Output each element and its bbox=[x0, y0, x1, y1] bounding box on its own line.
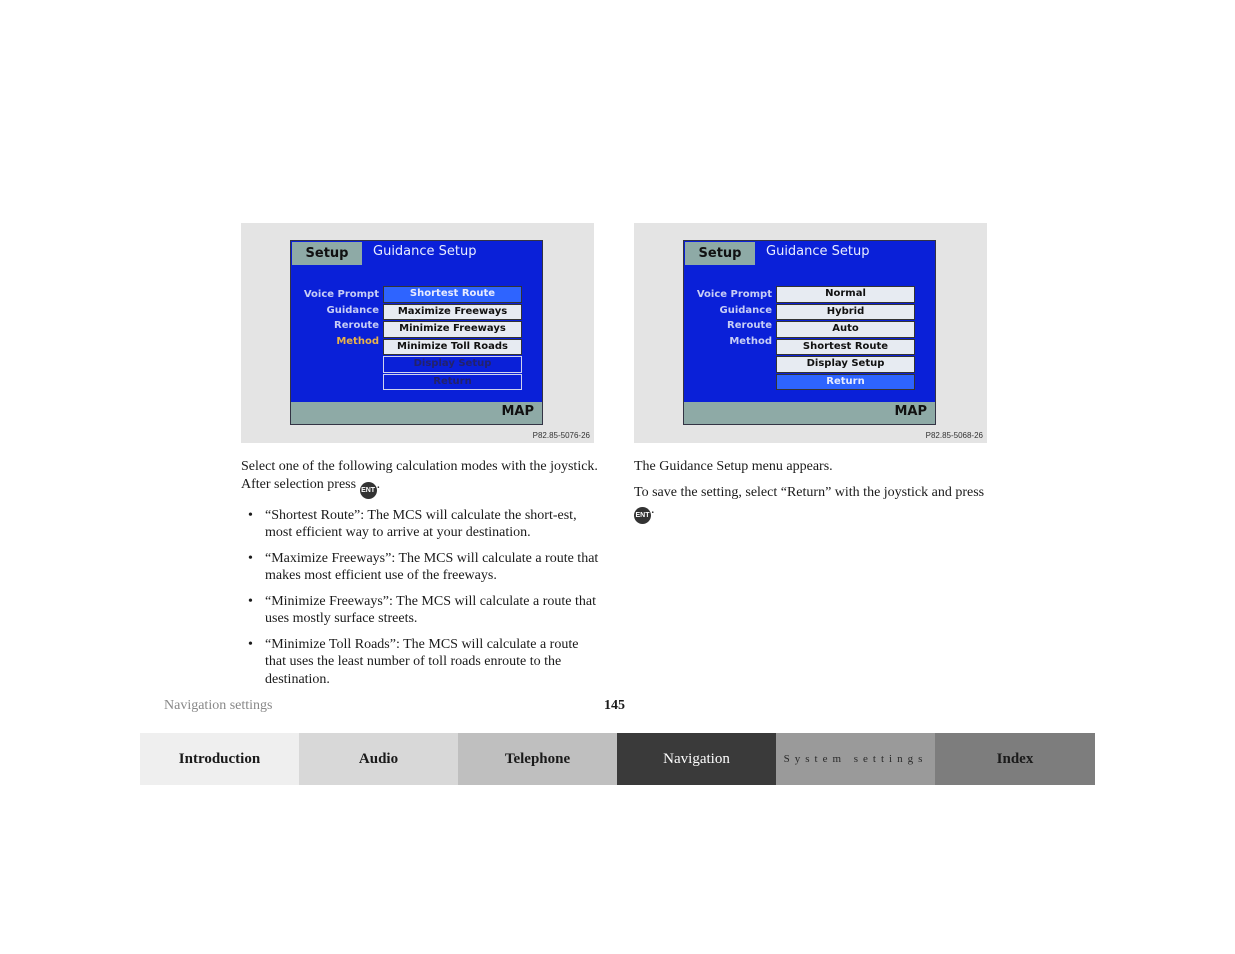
tab-audio[interactable]: Audio bbox=[299, 733, 458, 785]
menu-item: Hybrid bbox=[776, 304, 915, 321]
nav-screen bbox=[290, 240, 543, 425]
tab-introduction[interactable]: Introduction bbox=[140, 733, 299, 785]
right-column-text bbox=[634, 458, 994, 532]
menu-item: Auto bbox=[776, 321, 915, 338]
list-item-text: “Shortest Route”: The MCS will calculate the short-est, most efficient way to arrive at your destination. bbox=[265, 507, 577, 540]
menu-item: Display Setup bbox=[776, 356, 915, 373]
map-label: MAP bbox=[501, 404, 534, 419]
menu-item: Shortest Route bbox=[776, 339, 915, 356]
intro-paragraph bbox=[241, 458, 601, 499]
nav-screen bbox=[683, 240, 936, 425]
list-item-text: “Minimize Toll Roads”: The MCS will calculate a route that uses the least number of toll roads enroute to the destination. bbox=[265, 636, 579, 687]
screen-label: Guidance bbox=[719, 304, 772, 316]
menu-item: Minimize Freeways bbox=[383, 321, 522, 338]
menu-item: Minimize Toll Roads bbox=[383, 339, 522, 356]
screen-setup-tab: Setup bbox=[685, 242, 755, 265]
tab-telephone[interactable]: Telephone bbox=[458, 733, 617, 785]
save-paragraph bbox=[634, 484, 994, 525]
section-title: Navigation settings bbox=[164, 698, 273, 713]
bullet-glyph: • bbox=[248, 507, 253, 523]
menu-item-dimmed: Return bbox=[383, 374, 522, 391]
screen-setup-tab: Setup bbox=[292, 242, 362, 265]
method-menu bbox=[383, 286, 522, 391]
screen-label: Guidance bbox=[326, 304, 379, 316]
save-end: . bbox=[651, 502, 655, 517]
map-label: MAP bbox=[894, 404, 927, 419]
figure-code: P82.85-5076-26 bbox=[532, 431, 590, 440]
figure-code: P82.85-5068-26 bbox=[925, 431, 983, 440]
screen-label: Voice Prompt bbox=[696, 289, 772, 300]
screen-label: Voice Prompt bbox=[303, 289, 379, 300]
left-column-text bbox=[241, 458, 601, 696]
list-item bbox=[241, 636, 601, 689]
screen-labels bbox=[304, 287, 379, 349]
screen-label: Method bbox=[729, 335, 772, 347]
tab-navigation[interactable]: Navigation bbox=[617, 733, 776, 785]
menu-item: Normal bbox=[776, 286, 915, 303]
screen-footer-bar bbox=[684, 402, 935, 424]
screen-label-active: Method bbox=[336, 335, 379, 347]
guidance-menu bbox=[776, 286, 915, 391]
list-item-text: “Maximize Freeways”: The MCS will calculate a route that makes most efficient use of the freeways. bbox=[265, 550, 599, 583]
list-item bbox=[241, 593, 601, 628]
screen-footer-bar bbox=[291, 402, 542, 424]
list-item bbox=[241, 507, 601, 542]
ent-button-icon: ENT bbox=[634, 507, 651, 524]
list-item bbox=[241, 550, 601, 585]
intro-text: Select one of the following calculation modes with the joystick. After selection press bbox=[241, 459, 598, 492]
bullet-glyph: • bbox=[248, 593, 253, 609]
screen-labels bbox=[697, 287, 772, 349]
figure-guidance-method-menu bbox=[241, 223, 594, 443]
page-number: 145 bbox=[604, 698, 625, 713]
save-text: To save the setting, select “Return” with the joystick and press bbox=[634, 484, 985, 500]
screen-label: Reroute bbox=[727, 320, 772, 331]
figure-guidance-setup-menu bbox=[634, 223, 987, 443]
screen-title: Guidance Setup bbox=[766, 244, 870, 259]
paragraph: The Guidance Setup menu appears. bbox=[634, 459, 833, 474]
menu-item-selected: Shortest Route bbox=[383, 286, 522, 303]
tab-system-settings[interactable]: System settings bbox=[776, 733, 935, 785]
ent-button-icon: ENT bbox=[360, 482, 377, 499]
chapter-tab-bar bbox=[140, 733, 1095, 785]
tab-index[interactable]: Index bbox=[935, 733, 1095, 785]
bullet-glyph: • bbox=[248, 636, 253, 652]
menu-item-selected: Return bbox=[776, 374, 915, 391]
menu-item-dimmed: Display Setup bbox=[383, 356, 522, 373]
bullet-glyph: • bbox=[248, 550, 253, 566]
menu-item: Maximize Freeways bbox=[383, 304, 522, 321]
screen-label: Reroute bbox=[334, 320, 379, 331]
screen-title: Guidance Setup bbox=[373, 244, 477, 259]
intro-end: . bbox=[376, 476, 381, 492]
list-item-text: “Minimize Freeways”: The MCS will calculate a route that uses mostly surface streets. bbox=[265, 593, 596, 626]
mode-list bbox=[241, 507, 601, 689]
